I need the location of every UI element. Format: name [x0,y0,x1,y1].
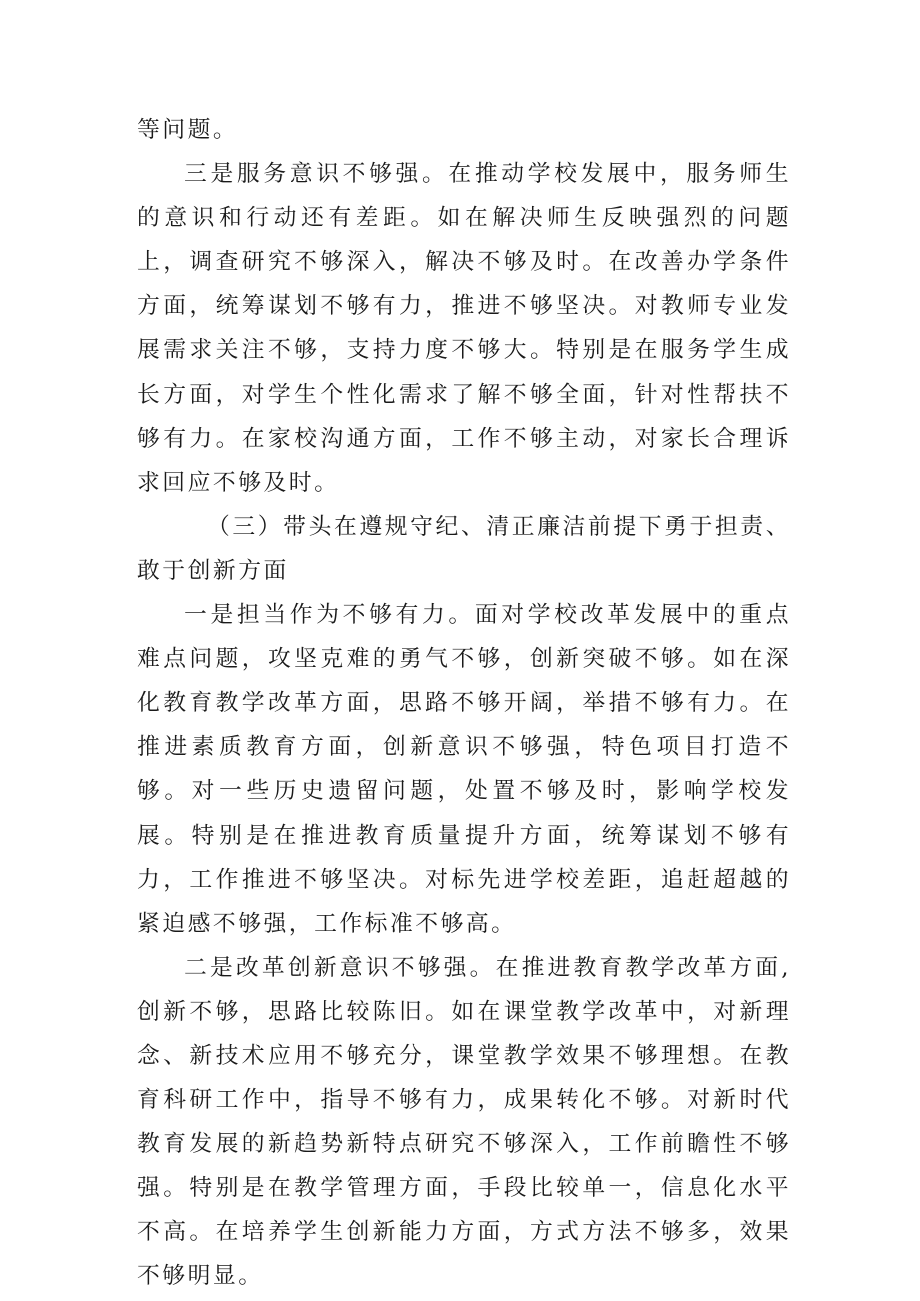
section-heading-three: （三）带头在遵规守纪、清正廉洁前提下勇于担责、敢于创新方面 [137,513,791,584]
paragraph-innovation: 二是改革创新意识不够强。在推进教育教学改革方面,创新不够，思路比较陈旧。如在课堂教学改革中，对新理念、新技术应用不够充分，课堂教学效果不够理想。在教育科研工作中，指导不够有力，成果转化不够。对新时代教育发展的新趋势新特点研究不够深入，工作前瞻性不够强。特别是在教学管理方面，手段比较单一，信息化水平不高。在培养学生创新能力方面，方式方法不够多，效果不够明显。 [137,954,791,1290]
paragraph-responsibility: 一是担当作为不够有力。面对学校改革发展中的重点难点问题，攻坚克难的勇气不够，创新突破不够。如在深化教育教学改革方面，思路不够开阔，举措不够有力。在推进素质教育方面，创新意识不够强，特色项目打造不够。对一些历史遗留问题，处置不够及时，影响学校发展。特别是在推进教育质量提升方面，统筹谋划不够有力，工作推进不够坚决。对标先进学校差距，追赶超越的紧迫感不够强，工作标准不够高。 [137,602,791,937]
paragraph-service-awareness: 三是服务意识不够强。在推动学校发展中，服务师生的意识和行动还有差距。如在解决师生反映强烈的问题上，调查研究不够深入，解决不够及时。在改善办学条件方面，统筹谋划不够有力，推进不够坚决。对教师专业发展需求关注不够，支持力度不够大。特别是在服务学生成长方面，对学生个性化需求了解不够全面，针对性帮扶不够有力。在家校沟通方面，工作不够主动，对家长合理诉求回应不够及时。 [137,161,791,496]
paragraph-continuation: 等问题。 [137,117,239,143]
document-body [137,108,791,1299]
